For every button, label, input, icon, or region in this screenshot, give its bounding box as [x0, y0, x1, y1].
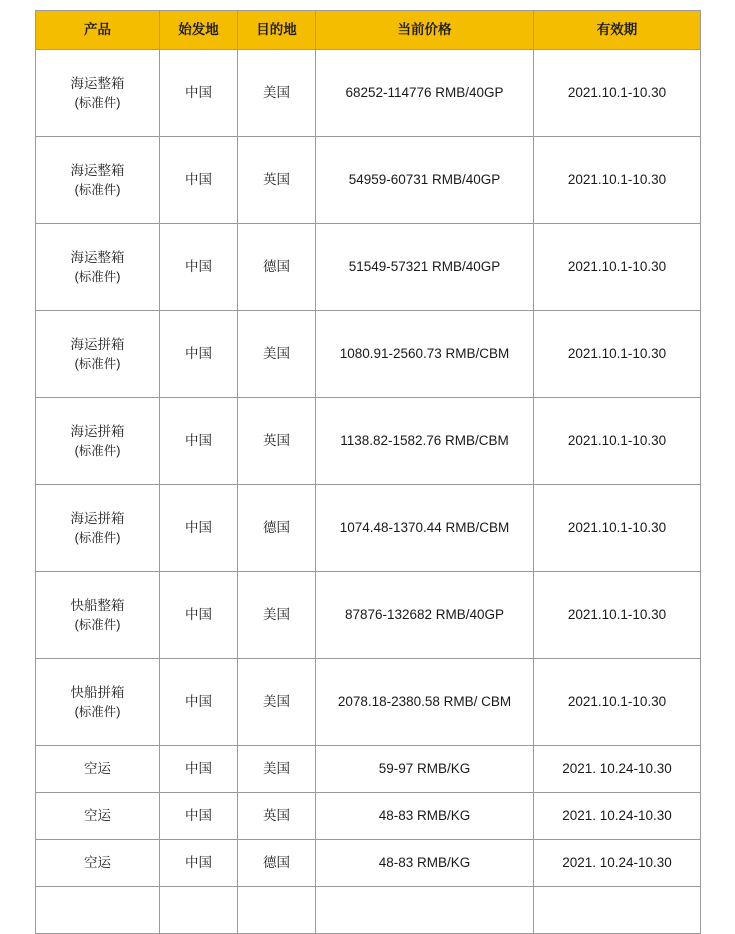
cell-valid: 2021.10.1-10.30: [534, 224, 701, 311]
cell-destination: 美国: [238, 311, 316, 398]
cell-valid: 2021.10.1-10.30: [534, 311, 701, 398]
cell-product: [36, 746, 160, 793]
cell-destination: 德国: [238, 840, 316, 887]
cell-origin: 中国: [160, 572, 238, 659]
cell-product: [36, 793, 160, 840]
table-body: [36, 50, 701, 934]
cell-product: [36, 311, 160, 398]
column-header-current-price: 当前价格: [316, 11, 534, 50]
cell-product: [36, 50, 160, 137]
cell-price: [316, 887, 534, 934]
cell-price: 1074.48-1370.44 RMB/CBM: [316, 485, 534, 572]
cell-destination: 美国: [238, 50, 316, 137]
product-note: (标准件): [74, 182, 121, 197]
cell-price: 51549-57321 RMB/40GP: [316, 224, 534, 311]
table-row: [36, 398, 701, 485]
product-name: 海运整箱: [70, 250, 125, 266]
cell-product: [36, 572, 160, 659]
cell-origin: 中国: [160, 50, 238, 137]
cell-product: [36, 887, 160, 934]
table-header: [36, 11, 701, 50]
product-name: 空运: [84, 761, 111, 777]
cell-destination: 英国: [238, 137, 316, 224]
table-row: [36, 50, 701, 137]
cell-valid: 2021. 10.24-10.30: [534, 793, 701, 840]
cell-price: 1138.82-1582.76 RMB/CBM: [316, 398, 534, 485]
product-name: 空运: [84, 808, 111, 824]
cell-valid: 2021.10.1-10.30: [534, 659, 701, 746]
cell-origin: [160, 887, 238, 934]
cell-product: [36, 398, 160, 485]
product-name: 海运整箱: [70, 163, 125, 179]
table-row: [36, 311, 701, 398]
cell-valid: 2021. 10.24-10.30: [534, 746, 701, 793]
cell-destination: 美国: [238, 572, 316, 659]
product-name: 海运整箱: [70, 76, 125, 92]
cell-valid: 2021.10.1-10.30: [534, 485, 701, 572]
table-row: [36, 840, 701, 887]
cell-valid: 2021.10.1-10.30: [534, 50, 701, 137]
cell-price: 54959-60731 RMB/40GP: [316, 137, 534, 224]
product-note: (标准件): [74, 95, 121, 110]
cell-price: 48-83 RMB/KG: [316, 840, 534, 887]
cell-destination: 德国: [238, 224, 316, 311]
column-header-origin: 始发地: [160, 11, 238, 50]
product-name: 快船拼箱: [70, 685, 125, 701]
product-name: 海运拼箱: [70, 337, 125, 353]
table-row: [36, 793, 701, 840]
cell-origin: 中国: [160, 659, 238, 746]
table-row: [36, 572, 701, 659]
cell-destination: [238, 887, 316, 934]
cell-origin: 中国: [160, 224, 238, 311]
cell-product: [36, 659, 160, 746]
column-header-product: 产品: [36, 11, 160, 50]
product-name: 空运: [84, 855, 111, 871]
cell-origin: 中国: [160, 485, 238, 572]
cell-origin: 中国: [160, 746, 238, 793]
cell-origin: 中国: [160, 398, 238, 485]
product-name: 海运拼箱: [70, 511, 125, 527]
cell-product: [36, 485, 160, 572]
cell-valid: 2021.10.1-10.30: [534, 398, 701, 485]
product-note: (标准件): [74, 269, 121, 284]
table-row: [36, 659, 701, 746]
cell-origin: 中国: [160, 840, 238, 887]
table-row: [36, 224, 701, 311]
table-row: [36, 746, 701, 793]
cell-destination: 德国: [238, 485, 316, 572]
cell-price: 87876-132682 RMB/40GP: [316, 572, 534, 659]
cell-origin: 中国: [160, 793, 238, 840]
cell-valid: 2021.10.1-10.30: [534, 572, 701, 659]
cell-destination: 英国: [238, 793, 316, 840]
cell-product: [36, 137, 160, 224]
product-note: (标准件): [74, 617, 121, 632]
cell-product: [36, 840, 160, 887]
table-header-row: [36, 11, 701, 50]
column-header-destination: 目的地: [238, 11, 316, 50]
cell-price: 68252-114776 RMB/40GP: [316, 50, 534, 137]
column-header-validity: 有效期: [534, 11, 701, 50]
cell-valid: 2021.10.1-10.30: [534, 137, 701, 224]
table-row: [36, 137, 701, 224]
cell-origin: 中国: [160, 137, 238, 224]
freight-rate-table: [35, 10, 701, 934]
cell-destination: 英国: [238, 398, 316, 485]
cell-origin: 中国: [160, 311, 238, 398]
cell-price: 48-83 RMB/KG: [316, 793, 534, 840]
cell-product: [36, 224, 160, 311]
table-row: [36, 485, 701, 572]
cell-valid: 2021. 10.24-10.30: [534, 840, 701, 887]
cell-destination: 美国: [238, 659, 316, 746]
product-note: (标准件): [74, 443, 121, 458]
product-note: (标准件): [74, 530, 121, 545]
product-name: 海运拼箱: [70, 424, 125, 440]
cell-valid: [534, 887, 701, 934]
cell-price: 59-97 RMB/KG: [316, 746, 534, 793]
cell-price: 1080.91-2560.73 RMB/CBM: [316, 311, 534, 398]
cell-destination: 美国: [238, 746, 316, 793]
product-note: (标准件): [74, 704, 121, 719]
product-name: 快船整箱: [70, 598, 125, 614]
table-row: [36, 887, 701, 934]
product-note: (标准件): [74, 356, 121, 371]
cell-price: 2078.18-2380.58 RMB/ CBM: [316, 659, 534, 746]
